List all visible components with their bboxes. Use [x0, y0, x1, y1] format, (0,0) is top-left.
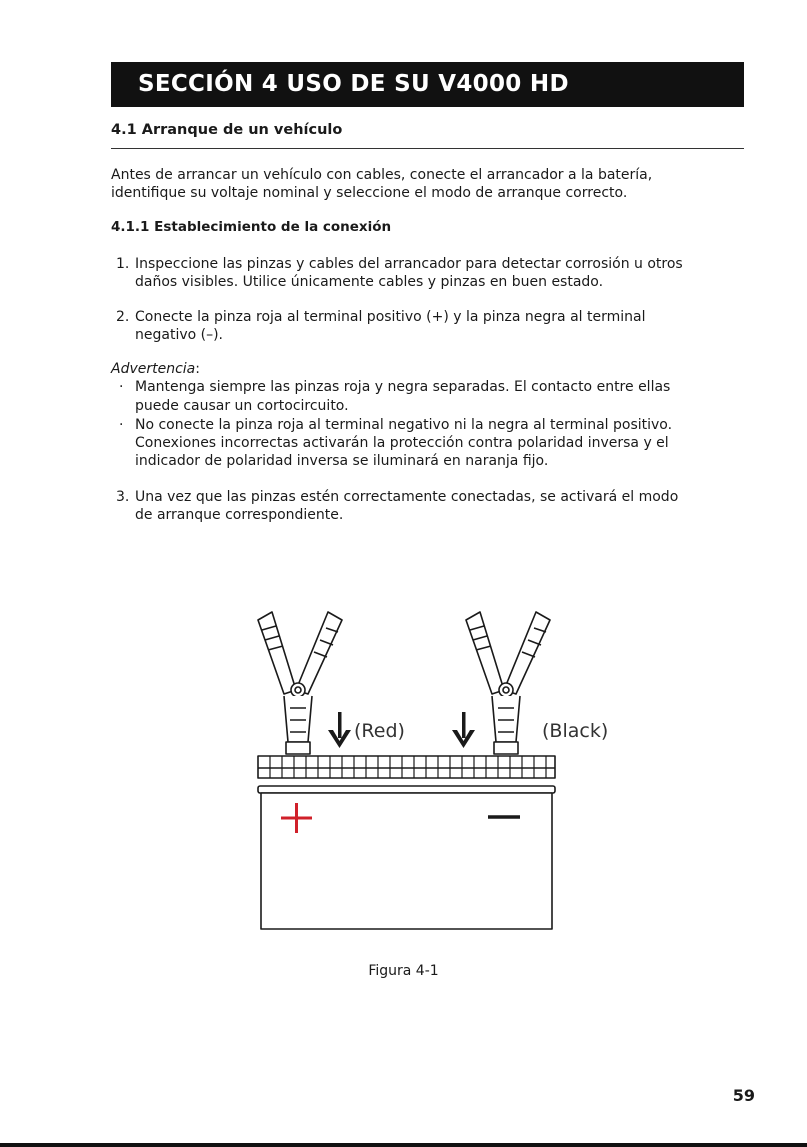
bullet-text: Mantenga siempre las pinzas roja y negra separadas. El contacto entre ellas — [135, 379, 671, 395]
figure-caption: Figura 4-1 — [368, 963, 439, 979]
heading-divider — [111, 148, 744, 149]
step-number: 1. — [116, 256, 130, 272]
step-number: 3. — [116, 489, 130, 505]
section-heading: 4.1 Arranque de un vehículo — [111, 122, 343, 138]
bullet-text: Conexiones incorrectas activarán la protección contra polaridad inversa y el — [135, 435, 669, 451]
battery-icon — [258, 756, 555, 929]
step-text: Inspeccione las pinzas y cables del arrancador para detectar corrosión u otros — [135, 256, 683, 272]
red-clamp-icon — [258, 612, 342, 754]
section-banner: SECCIÓN 4 USO DE SU V4000 HD — [111, 62, 744, 107]
warning-label: Advertencia — [111, 361, 196, 377]
step-text: Conecte la pinza roja al terminal positivo (+) y la pinza negra al terminal — [135, 309, 646, 325]
subsection-heading: 4.1.1 Establecimiento de la conexión — [111, 219, 392, 235]
black-label: (Black) — [542, 720, 609, 742]
black-clamp-icon — [466, 612, 550, 754]
warning-title — [111, 361, 200, 377]
step-text: daños visibles. Utilice únicamente cables y pinzas en buen estado. — [135, 274, 604, 290]
red-arrow-icon — [328, 712, 351, 748]
step-text: de arranque correspondiente. — [135, 507, 344, 523]
page-number: 59 — [732, 1086, 755, 1105]
intro-line-2: identifique su voltaje nominal y seleccione el modo de arranque correcto. — [111, 185, 628, 201]
bottom-divider — [0, 1143, 807, 1147]
intro-line-1: Antes de arrancar un vehículo con cables, conecte el arrancador a la batería, — [111, 167, 653, 183]
step-text: Una vez que las pinzas estén correctamente conectadas, se activará el modo — [135, 489, 679, 505]
warning-colon: : — [195, 361, 200, 377]
step-number: 2. — [116, 309, 130, 325]
bullet-text: No conecte la pinza roja al terminal negativo ni la negra al terminal positivo. — [135, 417, 673, 433]
step-text: negativo (–). — [135, 327, 224, 343]
battery-clamp-figure — [230, 600, 630, 940]
bullet-dot: · — [119, 417, 124, 433]
black-arrow-icon — [452, 712, 475, 748]
bullet-dot: · — [119, 379, 124, 395]
bullet-text: indicador de polaridad inversa se iluminará en naranja fijo. — [135, 453, 549, 469]
bullet-text: puede causar un cortocircuito. — [135, 398, 349, 414]
red-label: (Red) — [354, 720, 405, 742]
